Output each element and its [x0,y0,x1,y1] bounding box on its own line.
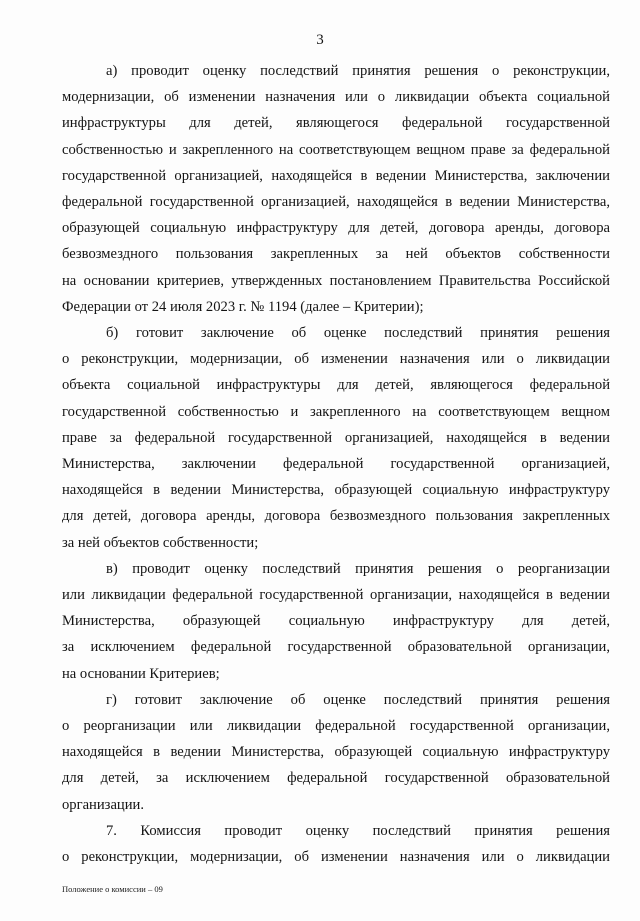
text-line: государственной собственностью и закрепленного на соответствующем вещном [62,403,610,420]
text-line: праве за федеральной государственной организацией, находящейся в ведении [62,429,610,446]
text-line: о реконструкции, модернизации, об изменении назначения или о ликвидации [62,849,610,866]
footer-text: Положение о комиссии – 09 [62,884,163,894]
text-line: а) проводит оценку последствий принятия решения о реконструкции, [106,63,610,79]
text-line: 7. Комиссия проводит оценку последствий принятия решения [106,822,610,839]
text-line: безвозмездного пользования закрепленных за ней объектов собственности [62,246,610,263]
text-line: за ней объектов собственности; [62,534,259,551]
text-line: собственностью и закрепленного на соответствующем вещном праве за федеральной [62,141,610,158]
text-line: модернизации, об изменении назначения или о ликвидации объекта социальной [62,89,610,106]
text-line: объекта социальной инфраструктуры для детей, являющегося федеральной [62,377,610,394]
text-line: в) проводит оценку последствий принятия решения о реорганизации [106,560,610,577]
text-line: инфраструктуры для детей, являющегося федеральной государственной [62,115,610,132]
text-line: Министерства, образующей социальную инфраструктуру для детей, [62,613,610,630]
paragraph [62,687,610,818]
paragraph [62,818,610,870]
text-line: образующей социальную инфраструктуру для детей, договора аренды, договора [62,220,610,237]
document-body [62,58,610,870]
text-line: Федерации от 24 июля 2023 г. № 1194 (далее – Критерии); [62,298,424,315]
text-line: находящейся в ведении Министерства, образующей социальную инфраструктуру [62,744,610,761]
text-line: о реорганизации или ликвидации федеральной государственной организации, [62,718,610,735]
text-line: для детей, за исключением федеральной государственной образовательной [62,770,610,787]
text-line: б) готовит заключение об оценке последствий принятия решения [106,325,610,342]
text-line: государственной организацией, находящейся в ведении Министерства, заключении [62,167,610,184]
text-line: для детей, договора аренды, договора безвозмездного пользования закрепленных [62,508,610,525]
paragraph [62,320,610,556]
text-line: на основании Критериев; [62,665,220,682]
paragraph [62,556,610,687]
text-line: о реконструкции, модернизации, об изменении назначения или о ликвидации [62,351,610,368]
text-line: г) готовит заключение об оценке последствий принятия решения [106,691,610,708]
text-line: или ликвидации федеральной государственной организации, находящейся в ведении [62,587,610,604]
text-line: за исключением федеральной государственной образовательной организации, [62,639,610,656]
paragraph [62,58,610,320]
text-line: находящейся в ведении Министерства, образующей социальную инфраструктуру [62,482,610,499]
page-number: 3 [316,32,324,48]
text-line: федеральной государственной организацией, находящейся в ведении Министерства, [62,194,610,211]
text-line: Министерства, заключении федеральной государственной организацией, [62,456,610,473]
text-line: организации. [62,796,144,813]
text-line: на основании критериев, утвержденных постановлением Правительства Российской [62,272,610,289]
